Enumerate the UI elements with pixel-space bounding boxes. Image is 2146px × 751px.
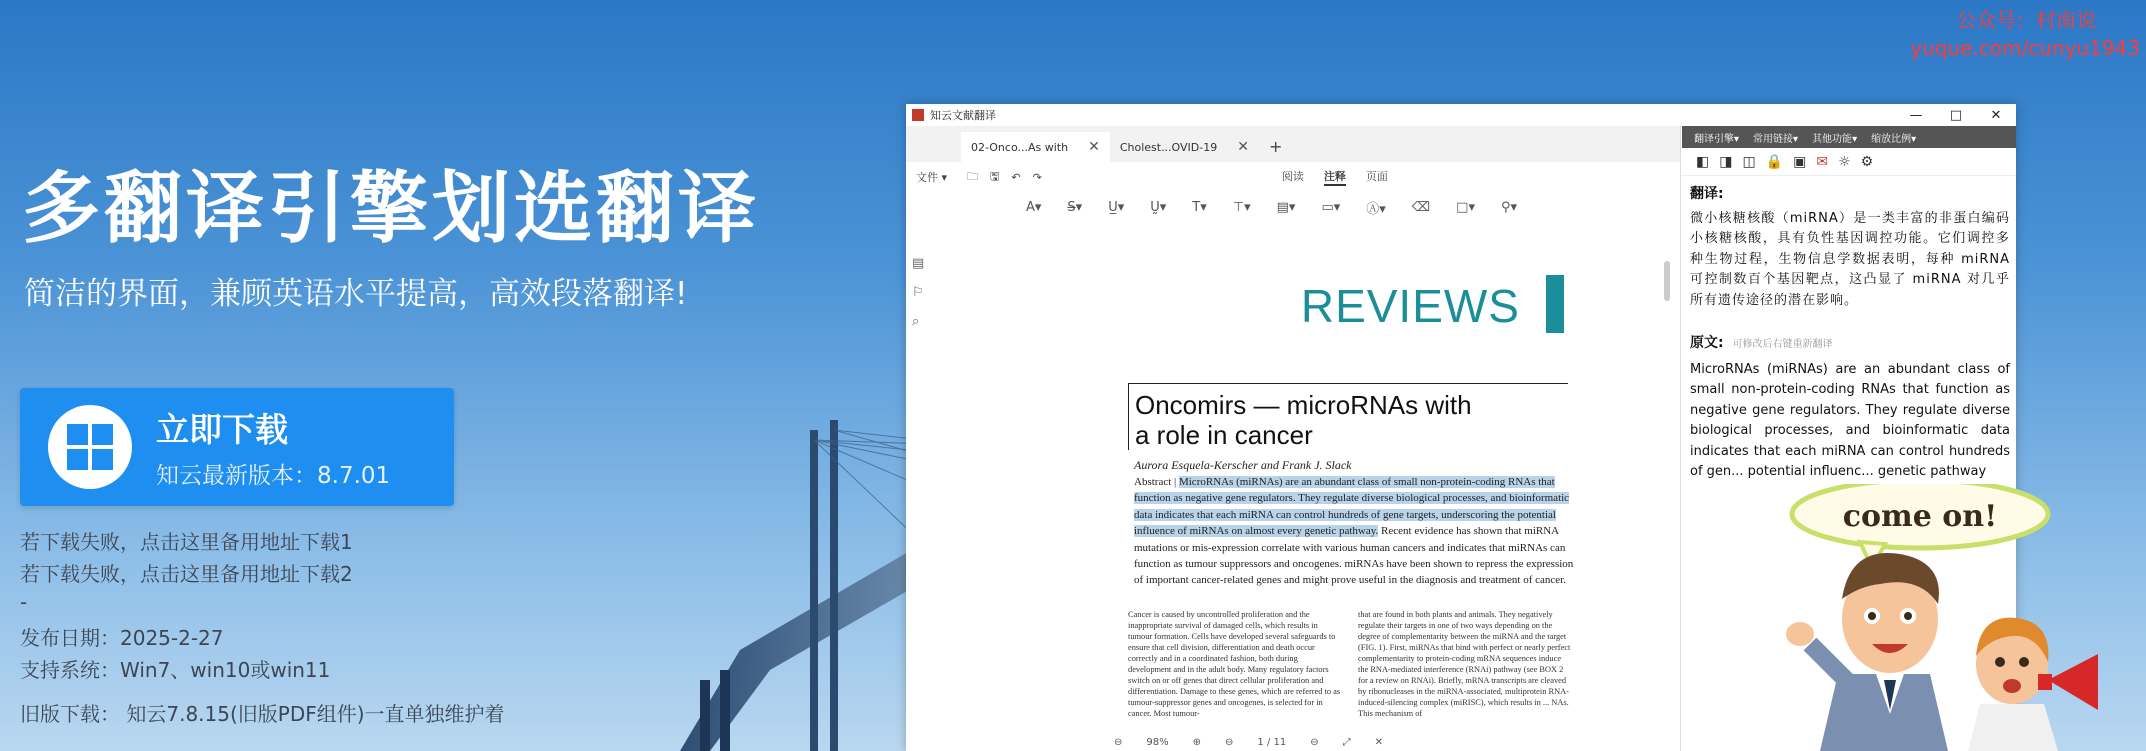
- stamp-icon[interactable]: ⚲▾: [1500, 199, 1518, 215]
- undo-icon[interactable]: ↶: [1011, 170, 1021, 184]
- translation-heading: 翻译:: [1690, 186, 1724, 202]
- pdf-page: [1106, 261, 1576, 751]
- minimize-button[interactable]: —: [1909, 107, 1923, 123]
- original-heading: 原文:: [1690, 335, 1724, 351]
- speech-bubble-text: come on!: [1842, 499, 1998, 534]
- layout-split-icon[interactable]: ◫: [1742, 153, 1756, 170]
- menu-engine[interactable]: 翻译引擎▾: [1694, 133, 1740, 145]
- strikethrough-icon[interactable]: S̶▾: [1067, 199, 1083, 215]
- document-tabs: [906, 126, 1680, 162]
- redo-icon[interactable]: ↷: [1032, 170, 1042, 184]
- title-line-1: Oncomirs — microRNAs with: [1135, 390, 1472, 420]
- watermark-url: yuque.com/cunyu1943: [1910, 36, 2140, 60]
- release-date: 发布日期：2025-2-27: [20, 626, 224, 650]
- megaphone-icon: [2048, 654, 2098, 710]
- tab-label: Cholest...OVID-19: [1119, 140, 1218, 154]
- hero-subtitle: 简洁的界面，兼顾英语水平提高，高效段落翻译!: [24, 276, 688, 312]
- save-icon[interactable]: 🖫: [990, 169, 1000, 183]
- gear-icon[interactable]: ⚙: [1860, 153, 1874, 170]
- body-columns: [1128, 609, 1572, 719]
- mascot-cartoon: [1780, 484, 2110, 751]
- window-title: 知云文献翻译: [930, 109, 996, 122]
- menu-links-label: 常用链接: [1753, 133, 1794, 145]
- zoom-in-icon[interactable]: ⊕: [1192, 736, 1202, 748]
- new-tab-icon[interactable]: +: [1268, 137, 1283, 156]
- open-folder-icon[interactable]: 🗀: [967, 169, 979, 183]
- highlight-icon[interactable]: A▾: [1026, 199, 1042, 215]
- journal-section: REVIEWS: [1300, 280, 1520, 332]
- close-tab-icon[interactable]: ✕: [1088, 139, 1100, 155]
- close-button[interactable]: ✕: [1990, 107, 2002, 123]
- windows-logo-icon: [48, 405, 132, 489]
- retranslate-hint: 可修改后右键重新翻译: [1732, 339, 1833, 350]
- translation-text: 微小核糖核酸（miRNA）是一类丰富的非蛋白编码小核糖核酸，具有负性基因调控功能。它们调控多种生物过程，生物信息学数据表明，每种 miRNA 可控制数百个基因靶点，这凸显了 miRNA 对几乎所有遗传途径的潜在影响。: [1690, 210, 2010, 308]
- next-page-icon[interactable]: ⊖: [1310, 736, 1319, 748]
- menu-other-label: 其他功能: [1812, 133, 1853, 145]
- translation-toolbar: [1682, 148, 2016, 176]
- text-icon[interactable]: T▾: [1192, 199, 1207, 215]
- viewer-sidebar: [912, 256, 924, 329]
- main-toolbar: [906, 162, 1680, 192]
- mode-annotate[interactable]: 注释: [1324, 168, 1346, 186]
- menu-engine-label: 翻译引擎: [1694, 133, 1734, 145]
- man-character: [1786, 553, 1948, 751]
- maximize-button[interactable]: □: [1949, 107, 1963, 123]
- file-menu-label: 文件: [916, 171, 938, 184]
- title-line-2: a role in cancer: [1135, 420, 1313, 450]
- annotation-toolbar: [906, 192, 1680, 222]
- bookmark-icon[interactable]: ⚐: [912, 285, 924, 300]
- mode-read[interactable]: 阅读: [1281, 170, 1304, 183]
- window-icon[interactable]: ▣: [1793, 153, 1807, 170]
- layout-right-icon[interactable]: ◨: [1719, 153, 1733, 170]
- separator-dash: -: [20, 590, 28, 614]
- abstract[interactable]: [1134, 474, 1574, 589]
- download-version: 知云最新版本：8.7.01: [156, 463, 391, 489]
- comment-icon[interactable]: ▭▾: [1321, 199, 1341, 215]
- original-text[interactable]: MicroRNAs (miRNAs) are an abundant class of small non-protein-coding RNAs that function as negative gene regulators. They regulate diverse biological processes, and bioinformatic data indicates that each miRNA can control hundreds of gen... potential influenc... genetic pathway: [1690, 361, 2010, 479]
- prev-page-icon[interactable]: ⊖: [1225, 736, 1234, 748]
- body-column-left: Cancer is caused by uncontrolled proliferation and the inappropriate survival of damaged cells, which results in tumour formation. Cells have developed several safeguards to ensure that cell division, differentiation and death occur correctly and in a coordinated fashion, both during development and in the adult body. Many regulatory factors switch on or off genes that direct cellular proliferation and differentiation. Damage to these genes, which are referred to as tumour-suppressor genes and oncogenes, is selected for in cancer. Most tumour-: [1128, 610, 1341, 718]
- download-button[interactable]: [20, 388, 454, 506]
- pdf-viewer: [906, 126, 1681, 751]
- brightness-icon[interactable]: ☼: [1838, 153, 1851, 170]
- old-version-link[interactable]: 旧版下载： 知云7.8.15(旧版PDF组件)一直单独维护着: [20, 702, 505, 726]
- layout-left-icon[interactable]: ◧: [1696, 153, 1710, 170]
- menu-zoom-label: 缩放比例: [1871, 133, 1912, 145]
- translation-menu: [1682, 126, 2016, 148]
- close-tab-icon[interactable]: ✕: [1237, 139, 1249, 155]
- tab-document-1[interactable]: [961, 132, 1110, 162]
- menu-links[interactable]: 常用链接▾: [1753, 133, 1799, 145]
- scrollbar[interactable]: [1664, 261, 1670, 301]
- article-authors: Aurora Esquela-Kerscher and Frank J. Slack: [1134, 458, 1352, 472]
- shape-icon[interactable]: □▾: [1456, 199, 1475, 215]
- file-menu[interactable]: 文件 ▾: [916, 171, 948, 184]
- hero-title: 多翻译引擎划选翻译: [22, 164, 761, 254]
- original-heading-row: [1690, 333, 2010, 356]
- journal-accent-bar: [1546, 275, 1564, 333]
- woman-character: [1968, 618, 2098, 751]
- article-title: [1128, 383, 1568, 450]
- lock-icon[interactable]: 🔒: [1765, 153, 1784, 170]
- zoom-level[interactable]: 98%: [1146, 736, 1169, 748]
- menu-other[interactable]: 其他功能▾: [1812, 133, 1858, 145]
- window-titlebar: [906, 104, 2016, 126]
- callout-icon[interactable]: ▤▾: [1276, 199, 1296, 215]
- page-indicator[interactable]: 1 / 11: [1257, 736, 1287, 748]
- pen-icon[interactable]: Ⓐ▾: [1366, 201, 1386, 217]
- watermark: [1910, 6, 2140, 62]
- status-bar: [1106, 733, 1576, 751]
- abstract-label: Abstract |: [1134, 476, 1177, 488]
- body-column-right: that are found in both plants and animals. They negatively regulate their targets in one of two ways depending on the degree of complementarity between the miRNA and the target (FIG. 1). First, miRNAs that bind with perfect or nearly perfect complementarity to protein-coding mRNA sequences induce the RNA-mediated interference (RNAi) pathway (see BOX 2 for a review on RNAi). Briefly, mRNA transcripts are cleaved by ribonucleases in the miRNA-associated, multiprotein RNA-induced-silencing complex (miRISC), which results in ... NAs. This mechanism of: [1358, 610, 1571, 718]
- abstract-rest: Recent evidence has shown that miRNA mutations or mis-expression correlate with various human cancers and indicates that miRNAs can function as tumour suppressors and oncogenes. miRNAs have been shown to repress the expression of important cancer-related genes and might prove useful in the diagnosis and treatment of cancer.: [1134, 525, 1574, 587]
- mode-page[interactable]: 页面: [1365, 170, 1388, 183]
- squiggly-icon[interactable]: Ṵ▾: [1150, 199, 1167, 215]
- app-logo-icon: [912, 109, 924, 121]
- textbox-icon[interactable]: ⊤▾: [1232, 199, 1251, 215]
- fallback-link-1[interactable]: 若下载失败，点击这里备用地址下载1: [20, 530, 353, 554]
- thumbnails-icon[interactable]: ▤: [912, 256, 925, 271]
- mail-icon[interactable]: ✉: [1816, 153, 1829, 170]
- fallback-link-2[interactable]: 若下载失败，点击这里备用地址下载2: [20, 562, 353, 586]
- download-label: 立即下载: [156, 410, 288, 449]
- menu-zoom[interactable]: 缩放比例▾: [1871, 133, 1917, 145]
- tab-label: 02-Onco...As with: [971, 140, 1069, 154]
- eraser-icon[interactable]: ⌫: [1411, 199, 1431, 215]
- supported-systems: 支持系统：Win7、win10或win11: [20, 658, 331, 682]
- tab-document-2[interactable]: [1110, 132, 1259, 162]
- search-icon[interactable]: ⌕: [912, 314, 920, 329]
- watermark-account: 公众号：村南说: [1956, 8, 2096, 32]
- fit-icon[interactable]: ⤢: [1342, 736, 1351, 748]
- underline-icon[interactable]: U̲▾: [1108, 199, 1125, 215]
- zoom-out-icon[interactable]: ⊖: [1114, 736, 1123, 748]
- selected-text[interactable]: MicroRNAs (miRNAs) are an abundant class of small non-protein-coding RNAs that function as negative gene regulators. They regulate diverse biological processes, and bioinformatic data indicates that each miRNA can control hundreds of gene targets, underscoring the potential influence of miRNAs on almost every genetic pathway.: [1134, 476, 1570, 538]
- close-search-icon[interactable]: ✕: [1374, 736, 1384, 748]
